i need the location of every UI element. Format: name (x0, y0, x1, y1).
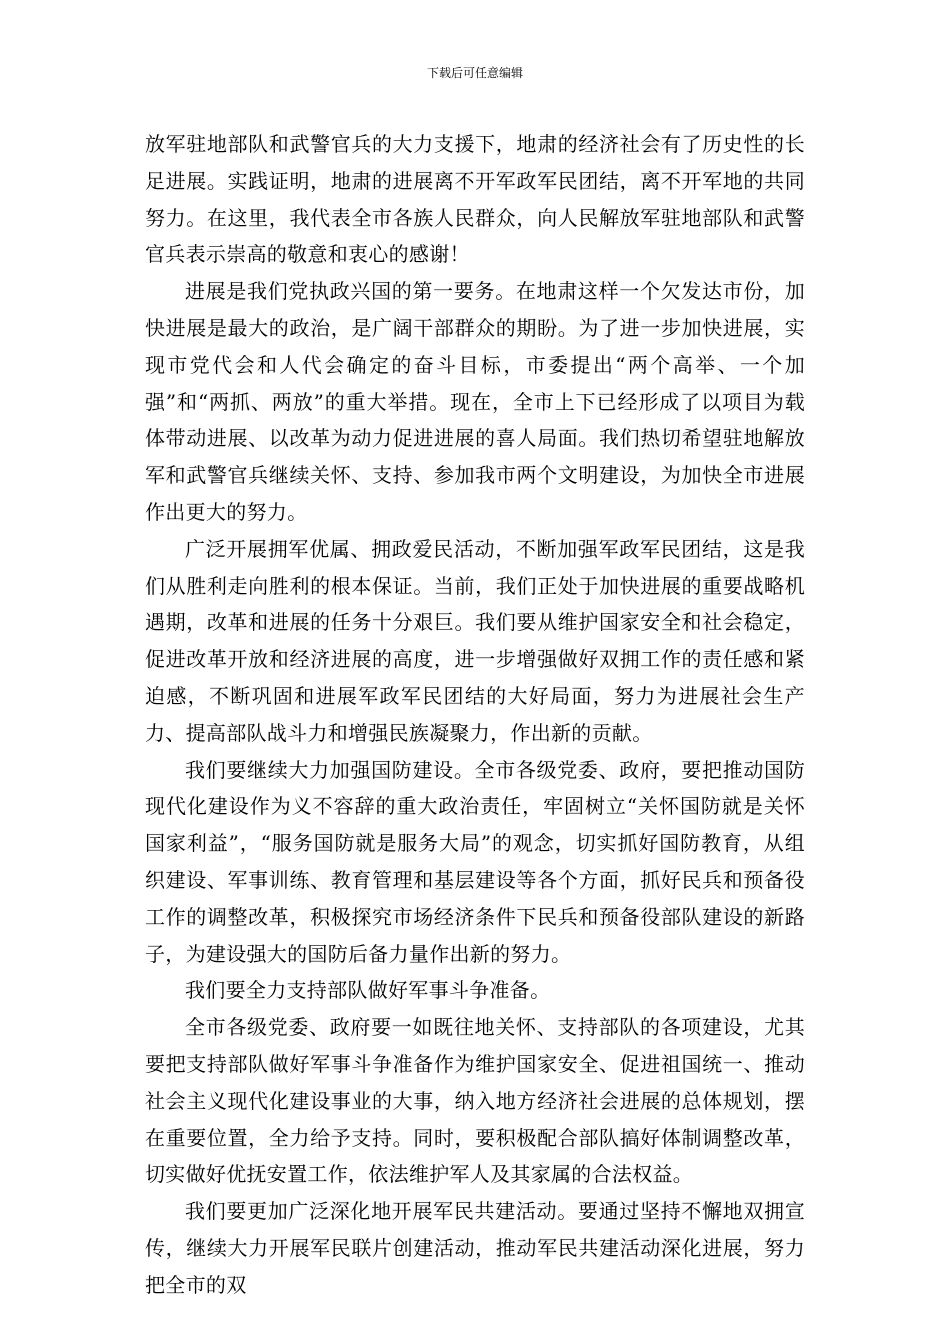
paragraph: 我们要继续大力加强国防建设。全市各级党委、政府，要把推动国防现代化建设作为义不容辞的重大政治责任，牢固树立“关怀国防就是关怀国家利益”，“服务国防就是服务大局”的观念，切实抓好国防教育，从组织建设、军事训练、教育管理和基层建设等各个方面，抓好民兵和预备役工作的调整改革，积极探究市场经济条件下民兵和预备役部队建设的新路子，为建设强大的国防后备力量作出新的努力。 (145, 757, 805, 966)
paragraph: 进展是我们党执政兴国的第一要务。在地肃这样一个欠发达市份，加快进展是最大的政治，是广阔干部群众的期盼。为了进一步加快进展，实现市党代会和人代会确定的奋斗目标，市委提出“两个高举、一个加强”和“两抓、两放”的重大举措。现在，全市上下已经形成了以项目为载体带动进展、以改革为动力促进进展的喜人局面。我们热切希望驻地解放军和武警官兵继续关怀、支持、参加我市两个文明建设，为加快全市进展作出更大的努力。 (145, 279, 805, 524)
paragraph-continued: 放军驻地部队和武警官兵的大力支援下，地肃的经济社会有了历史性的长足进展。实践证明，地肃的进展离不开军政军民团结，离不开军地的共同努力。在这里，我代表全市各族人民群众，向人民解放军驻地部队和武警官兵表示崇高的敬意和衷心的感谢！ (145, 132, 805, 267)
paragraph: 全市各级党委、政府要一如既往地关怀、支持部队的各项建设，尤其要把支持部队做好军事斗争准备作为维护国家安全、促进祖国统一、推动社会主义现代化建设事业的大事，纳入地方经济社会进展的总体规划，摆在重要位置，全力给予支持。同时，要积极配合部队搞好体制调整改革，切实做好优抚安置工作，依法维护军人及其家属的合法权益。 (145, 1015, 805, 1187)
paragraph: 广泛开展拥军优属、拥政爱民活动，不断加强军政军民团结，这是我们从胜利走向胜利的根本保证。当前，我们正处于加快进展的重要战略机遇期，改革和进展的任务十分艰巨。我们要从维护国家安全和社会稳定，促进改革开放和经济进展的高度，进一步增强做好双拥工作的责任感和紧迫感，不断巩固和进展军政军民团结的大好局面，努力为进展社会生产力、提高部队战斗力和增强民族凝聚力，作出新的贡献。 (145, 536, 805, 745)
page-header: 下载后可任意编辑 (426, 66, 523, 80)
paragraph: 我们要更加广泛深化地开展军民共建活动。要通过坚持不懈地双拥宣传，继续大力开展军民联片创建活动，推动军民共建活动深化进展，努力把全市的双 (145, 1199, 805, 1297)
paragraph: 我们要全力支持部队做好军事斗争准备。 (185, 978, 551, 1003)
document-body (145, 126, 805, 1304)
